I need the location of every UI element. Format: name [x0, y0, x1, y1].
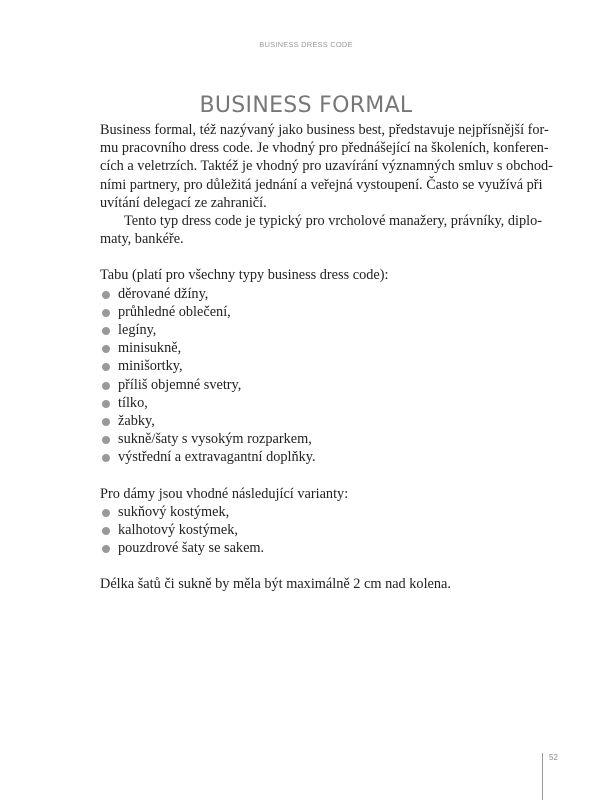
bullet-icon — [102, 454, 110, 462]
list-item-text: sukňový kostýmek, — [118, 503, 230, 520]
bullet-icon — [102, 382, 110, 390]
text-line: uvítání delegací ze zahraničí. — [100, 194, 267, 211]
list-item-text: příliš objemné svetry, — [118, 376, 242, 393]
list-item — [100, 539, 512, 557]
page-number-rule — [542, 753, 543, 800]
list-item — [100, 412, 512, 430]
list-item-text: minisukně, — [118, 340, 182, 357]
text-line: ními partnery, pro důležitá jednání a veřejná vystoupení. Často se využívá při — [100, 176, 543, 193]
list-item — [100, 448, 512, 466]
list-item-text: tílko, — [118, 394, 148, 411]
bullet-icon — [102, 345, 110, 353]
text-line: mu pracovního dress code. Je vhodný pro přednášející na školeních, konferen- — [100, 140, 549, 157]
list-item — [100, 285, 512, 303]
bullet-icon — [102, 545, 110, 553]
list-item — [100, 339, 512, 357]
paragraph-typical — [100, 212, 542, 248]
list-item — [100, 521, 512, 539]
list-item-text: průhledné oblečení, — [118, 303, 231, 320]
list-item-text: žabky, — [118, 413, 155, 430]
list-item — [100, 357, 512, 375]
list-item — [100, 394, 512, 412]
bullet-icon — [102, 509, 110, 517]
bullet-icon — [102, 363, 110, 371]
list-item-text: kalhotový kostýmek, — [118, 522, 238, 539]
text-line: maty, bankéře. — [100, 231, 184, 248]
paragraph-intro — [100, 121, 553, 212]
bullet-icon — [102, 400, 110, 408]
ladies-intro: Pro dámy jsou vhodné následující varianty: — [100, 485, 349, 502]
bullet-icon — [102, 291, 110, 299]
list-item-text: výstřední a extravagantní doplňky. — [118, 449, 316, 466]
list-item-text: děrované džíny, — [118, 285, 209, 302]
closing-text: Délka šatů či sukně by měla být maximálně 2 cm nad kolena. — [100, 576, 451, 593]
bullet-icon — [102, 418, 110, 426]
running-header: BUSINESS DRESS CODE — [259, 40, 353, 49]
page-title: BUSINESS FORMAL — [199, 92, 413, 118]
list-item — [100, 503, 512, 521]
text-line: Business formal, též nazývaný jako business best, představuje nejpřísnější for- — [100, 122, 549, 138]
page-number: 52 — [549, 753, 558, 762]
list-item — [100, 303, 512, 321]
bullet-icon — [102, 309, 110, 317]
text-line: Tento typ dress code je typický pro vrcholové manažery, právníky, diplo- — [124, 213, 542, 230]
bullet-icon — [102, 436, 110, 444]
list-item-text: sukně/šaty s vysokým rozparkem, — [118, 431, 312, 448]
list-item-text: legíny, — [118, 322, 157, 339]
list-item-text: minišortky, — [118, 358, 183, 375]
list-item — [100, 376, 512, 394]
list-item-text: pouzdrové šaty se sakem. — [118, 540, 265, 557]
text-line: cích a veletrzích. Taktéž je vhodný pro uzavírání významných smluv s obchod- — [100, 158, 553, 175]
taboo-list — [100, 285, 512, 467]
bullet-icon — [102, 327, 110, 335]
bullet-icon — [102, 527, 110, 535]
taboo-intro: Tabu (platí pro všechny typy business dress code): — [100, 267, 389, 284]
list-item — [100, 430, 512, 448]
list-item — [100, 321, 512, 339]
ladies-list — [100, 503, 512, 558]
body-text — [100, 121, 553, 594]
